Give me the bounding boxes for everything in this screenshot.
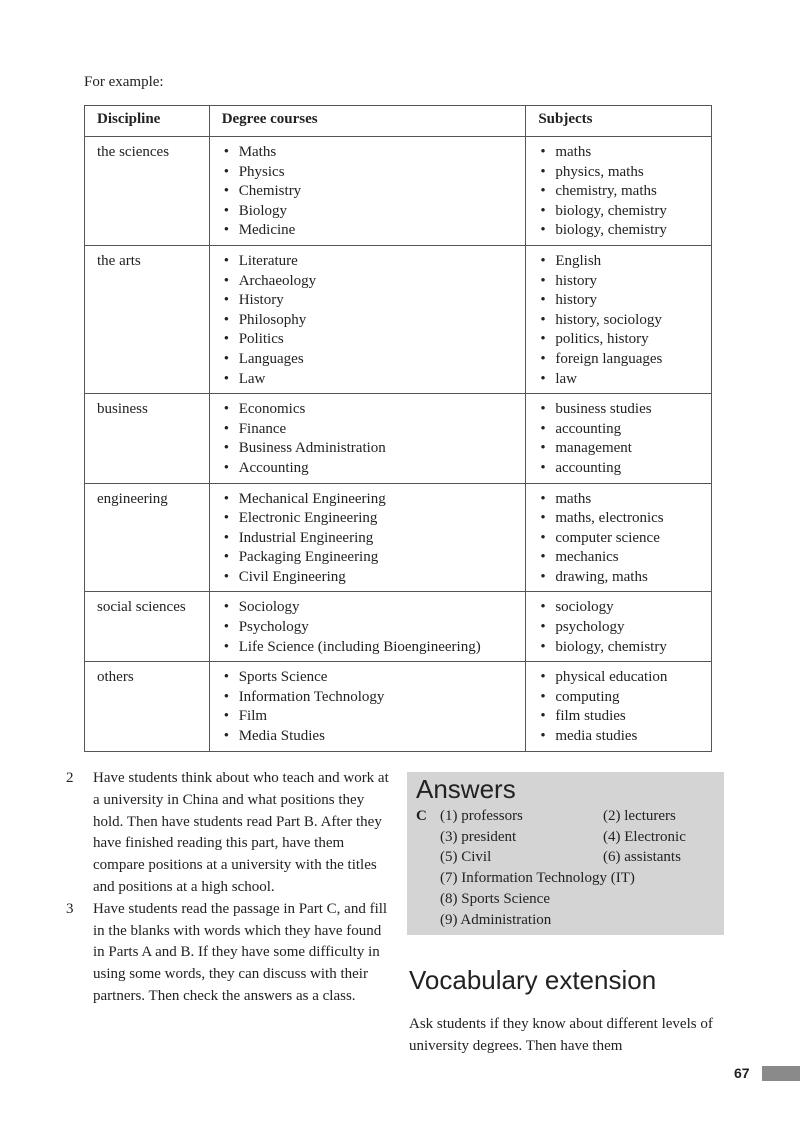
list-item: • Information Technology <box>222 688 514 708</box>
step-3 <box>62 899 392 1008</box>
list-item: • Psychology <box>222 618 514 638</box>
answers-title: Answers <box>416 774 516 804</box>
answers-box <box>407 772 724 935</box>
list-item: • Philosophy <box>222 311 514 331</box>
page-number: 67 <box>734 1065 750 1081</box>
table-row <box>85 483 712 592</box>
list-item: • physical education <box>538 668 699 688</box>
list-item: • biology, chemistry <box>538 638 699 658</box>
answer-item: (4) Electronic <box>603 828 686 845</box>
list-item: • history, sociology <box>538 311 699 331</box>
table-row <box>85 245 712 393</box>
list-item: • Accounting <box>222 459 514 479</box>
discipline-cell: others <box>85 662 210 751</box>
courses-cell <box>209 662 526 751</box>
step-2 <box>62 768 392 899</box>
list-item: • sociology <box>538 598 699 618</box>
answer-item: (9) Administration <box>440 911 552 928</box>
list-item: • Biology <box>222 202 514 222</box>
list-item: • history <box>538 291 699 311</box>
table-row <box>85 662 712 751</box>
list-item: • Packaging Engineering <box>222 548 514 568</box>
list-item: • film studies <box>538 707 699 727</box>
answer-item: (1) professors <box>440 808 523 824</box>
list-item: • accounting <box>538 459 699 479</box>
list-item: • Medicine <box>222 221 514 241</box>
list-item: • business studies <box>538 400 699 420</box>
vocabulary-text: Ask students if they know about different levels of university degrees. Then have them <box>409 1016 713 1054</box>
courses-cell <box>209 245 526 393</box>
list-item: • accounting <box>538 420 699 440</box>
subjects-cell <box>526 592 712 662</box>
subjects-cell <box>526 245 712 393</box>
list-item: • Business Administration <box>222 439 514 459</box>
list-item: • drawing, maths <box>538 568 699 588</box>
discipline-cell: business <box>85 394 210 483</box>
courses-cell <box>209 483 526 592</box>
table-row <box>85 394 712 483</box>
list-item: • maths <box>538 490 699 510</box>
answer-item: (7) Information Technology (IT) <box>440 870 635 887</box>
list-item: • Media Studies <box>222 727 514 747</box>
list-item: • Maths <box>222 143 514 163</box>
list-item: • Chemistry <box>222 182 514 202</box>
courses-cell <box>209 137 526 246</box>
table-header-row <box>85 106 712 137</box>
step-text: Have students think about who teach and work at a university in China and what positions they hold. Then have students read Part B. After they have finished reading this part, have them compare positions at a university with the titles and positions at a high school. <box>93 770 389 895</box>
answers-list <box>440 806 720 930</box>
subjects-cell <box>526 394 712 483</box>
list-item: • Industrial Engineering <box>222 529 514 549</box>
list-item: • chemistry, maths <box>538 182 699 202</box>
list-item: • Economics <box>222 400 514 420</box>
list-item: • History <box>222 291 514 311</box>
list-item: • Politics <box>222 330 514 350</box>
list-item: • management <box>538 439 699 459</box>
discipline-cell: the sciences <box>85 137 210 246</box>
list-item: • politics, history <box>538 330 699 350</box>
discipline-cell: engineering <box>85 483 210 592</box>
list-item: • Civil Engineering <box>222 568 514 588</box>
list-item: • Sociology <box>222 598 514 618</box>
list-item: • Languages <box>222 350 514 370</box>
list-item: • maths <box>538 143 699 163</box>
step-text: Have students read the passage in Part C, and fill in the blanks with words which they have found in Parts A and B. If they have some difficulty in using some words, they can discuss with their partners. Then check the answers as a class. <box>93 900 388 1004</box>
list-item: • Law <box>222 370 514 390</box>
list-item: • biology, chemistry <box>538 221 699 241</box>
list-item: • Electronic Engineering <box>222 509 514 529</box>
page-number-bar <box>762 1066 800 1081</box>
list-item: • psychology <box>538 618 699 638</box>
list-item: • foreign languages <box>538 350 699 370</box>
courses-cell <box>209 394 526 483</box>
list-item: • Literature <box>222 252 514 272</box>
instruction-steps <box>62 768 392 1008</box>
list-item: • Finance <box>222 420 514 440</box>
list-item: • law <box>538 370 699 390</box>
discipline-table <box>84 105 712 752</box>
list-item: • mechanics <box>538 548 699 568</box>
intro-text: For example: <box>84 74 164 90</box>
list-item: • computing <box>538 688 699 708</box>
list-item: • English <box>538 252 699 272</box>
list-item: • biology, chemistry <box>538 202 699 222</box>
answer-item: (8) Sports Science <box>440 890 550 907</box>
list-item: • Sports Science <box>222 668 514 688</box>
list-item: • Film <box>222 707 514 727</box>
vocabulary-title: Vocabulary extension <box>409 965 657 995</box>
discipline-cell: social sciences <box>85 592 210 662</box>
subjects-cell <box>526 662 712 751</box>
subjects-cell <box>526 483 712 592</box>
answers-part-letter: C <box>416 808 427 824</box>
discipline-cell: the arts <box>85 245 210 393</box>
subjects-cell <box>526 137 712 246</box>
table-row <box>85 137 712 246</box>
header-degree-courses: Degree courses <box>209 106 526 137</box>
list-item: • Archaeology <box>222 272 514 292</box>
list-item: • maths, electronics <box>538 509 699 529</box>
list-item: • Physics <box>222 163 514 183</box>
list-item: • history <box>538 272 699 292</box>
list-item: • computer science <box>538 529 699 549</box>
table-row <box>85 592 712 662</box>
courses-cell <box>209 592 526 662</box>
header-subjects: Subjects <box>526 106 712 137</box>
answer-item: (2) lecturers <box>603 808 676 824</box>
answer-item: (5) Civil <box>440 849 492 866</box>
list-item: • media studies <box>538 727 699 747</box>
answer-item: (6) assistants <box>603 849 681 866</box>
header-discipline: Discipline <box>85 106 210 137</box>
list-item: • Life Science (including Bioengineering) <box>222 638 514 658</box>
step-number: 2 <box>66 770 74 786</box>
step-number: 3 <box>66 900 74 917</box>
answer-item: (3) president <box>440 828 517 845</box>
list-item: • Mechanical Engineering <box>222 490 514 510</box>
list-item: • physics, maths <box>538 163 699 183</box>
